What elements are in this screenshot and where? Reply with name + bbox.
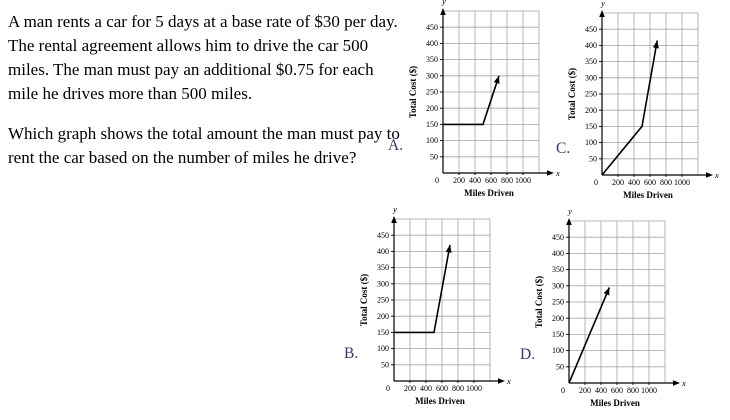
chart-option-a (385, 0, 560, 209)
y-tick-label: 250 (585, 89, 597, 99)
x-axis-arrowhead (498, 378, 505, 384)
x-tick-label: 1000 (641, 386, 657, 395)
x-tick-label: 400 (595, 386, 607, 395)
chart-svg (511, 206, 686, 419)
x-axis-title: Miles Driven (623, 190, 673, 200)
y-tick-label: 350 (377, 263, 389, 273)
chart-option-b (336, 204, 511, 417)
y-tick-label: 400 (552, 249, 564, 258)
x-tick-label: 200 (453, 176, 465, 185)
chart-svg (385, 0, 560, 209)
y-tick-label: 200 (426, 103, 438, 113)
chart-option-c (544, 0, 719, 211)
y-tick-label: 400 (426, 39, 438, 48)
y-axis-letter: y (393, 204, 397, 214)
origin-label: 0 (386, 384, 390, 393)
x-tick-label: 800 (660, 178, 672, 187)
x-tick-label: 800 (452, 384, 464, 393)
data-line (602, 41, 657, 175)
y-tick-label: 300 (552, 281, 564, 291)
x-tick-label: 600 (485, 176, 497, 185)
data-line-arrowhead (494, 76, 500, 84)
x-tick-label: 400 (420, 384, 432, 393)
y-tick-label: 350 (585, 57, 597, 67)
chart-option-d (511, 206, 686, 419)
y-axis-title: Total Cost ($) (534, 275, 544, 329)
question-paragraph-1: A man rents a car for 5 days at a base rate of $30 per day. The rental agreement allows him to drive the car 500 miles. The man must pay an additional $0.75 for each mile he drives more than 500 miles. (8, 12, 398, 103)
x-axis-letter: x (682, 378, 686, 388)
y-tick-label: 100 (585, 138, 597, 148)
y-tick-label: 100 (377, 344, 389, 354)
y-tick-label: 100 (552, 346, 564, 356)
y-tick-label: 300 (585, 73, 597, 83)
option-label-a: A. (388, 137, 404, 154)
x-axis-arrowhead (706, 172, 713, 178)
x-axis-arrowhead (673, 380, 680, 386)
y-axis-arrowhead (440, 8, 446, 15)
y-tick-label: 200 (552, 313, 564, 323)
x-tick-label: 200 (612, 178, 624, 187)
y-axis-title: Total Cost ($) (567, 67, 577, 121)
y-tick-label: 250 (426, 87, 438, 97)
y-tick-label: 350 (426, 55, 438, 65)
data-line-arrowhead (604, 287, 610, 295)
y-tick-label: 150 (552, 330, 564, 339)
x-tick-label: 200 (579, 386, 591, 395)
y-tick-label: 250 (377, 295, 389, 305)
x-tick-label: 400 (469, 176, 481, 185)
y-axis-letter: y (568, 206, 572, 216)
y-tick-label: 50 (556, 362, 564, 372)
chart-svg (544, 0, 719, 211)
y-tick-label: 200 (585, 105, 597, 115)
y-tick-label: 450 (426, 22, 438, 32)
y-tick-label: 150 (426, 120, 438, 129)
origin-label: 0 (594, 178, 598, 187)
x-axis-title: Miles Driven (464, 188, 514, 198)
x-axis-letter: x (556, 168, 560, 178)
y-tick-label: 100 (426, 136, 438, 146)
data-line-arrowhead (446, 245, 452, 253)
y-tick-label: 250 (552, 297, 564, 307)
origin-label: 0 (435, 176, 439, 185)
x-tick-label: 800 (501, 176, 513, 185)
y-axis-title: Total Cost ($) (359, 273, 369, 327)
chart-svg (336, 204, 511, 417)
y-tick-label: 450 (585, 24, 597, 34)
y-axis-letter: y (601, 0, 605, 8)
y-tick-label: 150 (377, 328, 389, 337)
x-tick-label: 600 (436, 384, 448, 393)
option-label-b: B. (344, 345, 359, 362)
x-tick-label: 800 (627, 386, 639, 395)
x-tick-label: 600 (611, 386, 623, 395)
y-tick-label: 300 (426, 71, 438, 81)
y-tick-label: 450 (377, 230, 389, 240)
origin-label: 0 (561, 386, 565, 395)
x-axis-letter: x (715, 170, 719, 180)
y-tick-label: 150 (585, 122, 597, 131)
y-tick-label: 200 (377, 311, 389, 321)
question-text (8, 10, 406, 170)
x-tick-label: 600 (644, 178, 656, 187)
y-axis-letter: y (442, 0, 446, 6)
y-tick-label: 50 (589, 154, 597, 164)
y-tick-label: 50 (381, 360, 389, 370)
y-tick-label: 350 (552, 265, 564, 275)
y-tick-label: 450 (552, 232, 564, 242)
y-tick-label: 400 (377, 247, 389, 256)
x-tick-label: 1000 (515, 176, 531, 185)
x-tick-label: 200 (404, 384, 416, 393)
y-tick-label: 300 (377, 279, 389, 289)
y-axis-arrowhead (566, 218, 572, 225)
question-paragraph-2: Which graph shows the total amount the man must pay to rent the car based on the number of miles he drive? (8, 124, 400, 167)
x-tick-label: 1000 (466, 384, 482, 393)
y-axis-arrowhead (599, 10, 605, 17)
x-tick-label: 400 (628, 178, 640, 187)
y-axis-arrowhead (391, 216, 397, 223)
y-axis-title: Total Cost ($) (408, 65, 418, 119)
y-tick-label: 400 (585, 41, 597, 50)
y-tick-label: 50 (430, 152, 438, 162)
x-axis-title: Miles Driven (590, 398, 640, 408)
option-label-d: D. (520, 346, 536, 363)
x-axis-letter: x (507, 376, 511, 386)
data-line-arrowhead (653, 41, 659, 49)
x-tick-label: 1000 (674, 178, 690, 187)
option-label-c: C. (556, 140, 571, 157)
x-axis-title: Miles Driven (415, 396, 465, 406)
